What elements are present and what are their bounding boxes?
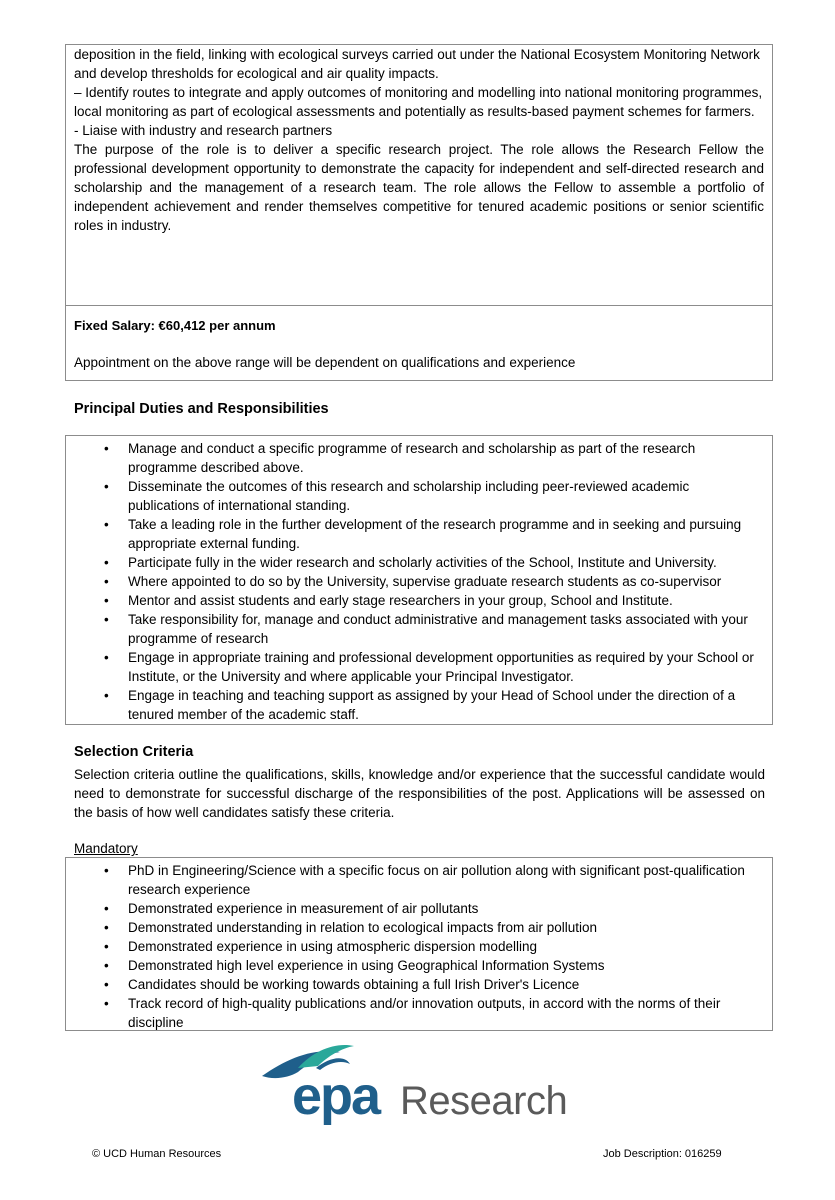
mandatory-box xyxy=(65,857,773,1031)
list-item: • Track record of high-quality publications and/or innovation outputs, in accord with the norms of their discipline xyxy=(104,996,721,1030)
salary-box xyxy=(65,305,773,381)
bullet-icon: • xyxy=(104,996,109,1011)
list-item: • PhD in Engineering/Science with a specific focus on air pollution along with significant post-qualification research experience xyxy=(104,863,745,897)
salary-note: Appointment on the above range will be dependent on qualifications and experience xyxy=(74,355,576,370)
list-item: • Mentor and assist students and early stage researchers in your group, School and Institute. xyxy=(104,593,673,608)
epa-research-logo xyxy=(258,1040,568,1132)
list-item: • Candidates should be working towards obtaining a full Irish Driver's Licence xyxy=(104,977,580,992)
duties-box xyxy=(65,435,773,725)
role-description-box xyxy=(65,44,773,306)
footer-job-id: Job Description: 016259 xyxy=(603,1148,722,1160)
selection-intro: Selection criteria outline the qualifications, skills, knowledge and/or experience that the successful candidate would need to demonstrate for successful discharge of the responsibilities of the post. Applications will be assessed on the basis of how well candidates satisfy these criteria. xyxy=(74,767,765,820)
bullet-icon: • xyxy=(104,479,109,494)
list-item: • Demonstrated experience in using atmospheric dispersion modelling xyxy=(104,939,537,954)
bullet-icon: • xyxy=(104,650,109,665)
bullet-icon: • xyxy=(104,901,109,916)
bullet-icon: • xyxy=(104,517,109,532)
bullet-icon: • xyxy=(104,958,109,973)
bullet-icon: • xyxy=(104,612,109,627)
salary-label: Fixed Salary: €60,412 per annum xyxy=(74,318,276,333)
description-line: – Identify routes to integrate and apply outcomes of monitoring and modelling into national monitoring programmes, local monitoring as part of ecological assessments and potentially as results-based payment schemes for farmers. xyxy=(74,85,763,119)
mandatory-label: Mandatory xyxy=(74,841,138,856)
list-item: • Demonstrated high level experience in using Geographical Information Systems xyxy=(104,958,605,973)
logo-research-text: Research xyxy=(400,1079,568,1123)
footer-copyright: © UCD Human Resources xyxy=(92,1148,222,1160)
bullet-icon: • xyxy=(104,939,109,954)
logo-epa-text: epa xyxy=(292,1066,380,1126)
description-line: deposition in the field, linking with ecological surveys carried out under the National Ecosystem Monitoring Network and develop thresholds for ecological and air quality impacts. xyxy=(74,47,760,81)
bullet-icon: • xyxy=(104,555,109,570)
bullet-icon: • xyxy=(104,593,109,608)
list-item: • Disseminate the outcomes of this research and scholarship including peer-reviewed academic publications of international standing. xyxy=(104,479,690,513)
list-item: • Demonstrated experience in measurement of air pollutants xyxy=(104,901,479,916)
criteria-list xyxy=(66,861,772,1032)
bullet-icon: • xyxy=(104,977,109,992)
list-item: • Engage in teaching and teaching support as assigned by your Head of School under the direction of a tenured member of the academic staff. xyxy=(104,688,736,722)
bullet-icon: • xyxy=(104,574,109,589)
duties-list xyxy=(66,439,772,724)
description-line: - Liaise with industry and research partners xyxy=(74,123,333,138)
selection-heading: Selection Criteria xyxy=(74,744,194,760)
bullet-icon: • xyxy=(104,441,109,456)
bullet-icon: • xyxy=(104,688,109,703)
bullet-icon: • xyxy=(104,863,109,878)
list-item: • Engage in appropriate training and professional development opportunities as required by your School or Institute, or the University and where applicable your Principal Investigator. xyxy=(104,650,754,684)
list-item: • Manage and conduct a specific programme of research and scholarship as part of the research programme described above. xyxy=(104,441,696,475)
purpose-paragraph: The purpose of the role is to deliver a specific research project. The role allows the Research Fellow the professional development opportunity to demonstrate the capacity for independent and self-directed research and scholarship and the management of a research team. The role allows the Fellow to assemble a portfolio of independent achievement and render themselves competitive for tenured academic positions or senior scientific roles in industry. xyxy=(74,142,764,233)
list-item: • Participate fully in the wider research and scholarly activities of the School, Institute and University. xyxy=(104,555,717,570)
list-item: • Take responsibility for, manage and conduct administrative and management tasks associated with your programme of research xyxy=(104,612,748,646)
list-item: • Take a leading role in the further development of the research programme and in seeking and pursuing appropriate external funding. xyxy=(104,517,742,551)
list-item: • Where appointed to do so by the University, supervise graduate research students as co-supervisor xyxy=(104,574,722,589)
bullet-icon: • xyxy=(104,920,109,935)
list-item: • Demonstrated understanding in relation to ecological impacts from air pollution xyxy=(104,920,597,935)
duties-heading: Principal Duties and Responsibilities xyxy=(74,401,329,417)
